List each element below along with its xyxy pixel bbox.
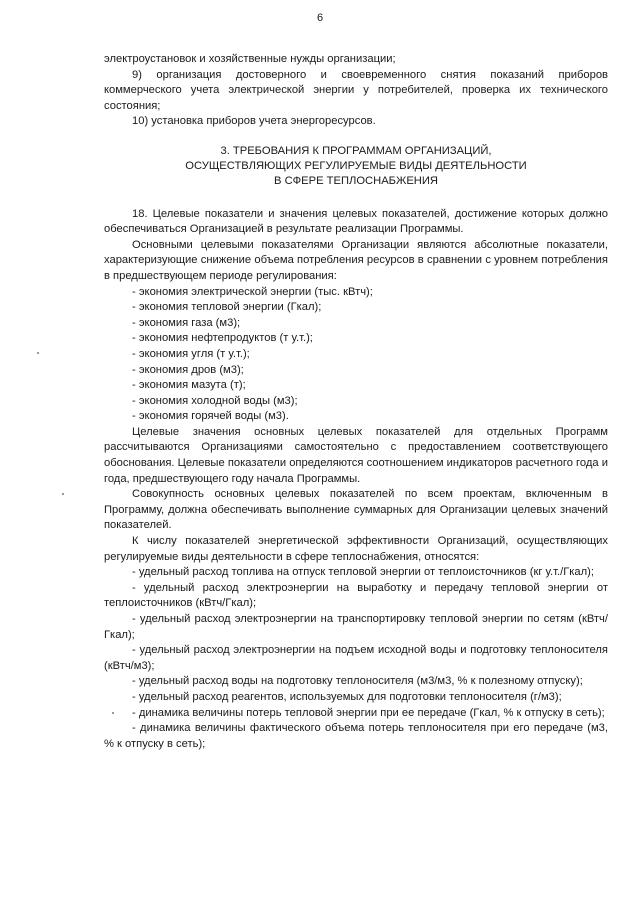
text-line: электроустановок и хозяйственные нужды организации; (104, 53, 396, 65)
scan-mark (62, 493, 64, 495)
paragraph-main-indicators: Основными целевыми показателями Организации являются абсолютные показатели, характеризующие снижение объема потребления ресурсов в сравнении с уровнем потребления в предшествующем периоде регулирования: (104, 238, 608, 282)
list-item: - экономия холодной воды (м3); (132, 394, 298, 407)
list-item-9: 9) организация достоверного и своевременного снятия показаний приборов коммерческого учета электрической энергии у потребителей, проверка их технического состояния; (104, 68, 608, 112)
paragraph-18: 18. Целевые показатели и значения целевых показателей, достижение которых должно обеспечиваться Организацией в результате реализации Программы. (104, 207, 608, 236)
page-number: 6 (316, 12, 324, 24)
list-item: - экономия горячей воды (м3). (132, 410, 289, 423)
list-item: - динамика величины потерь тепловой энергии при ее передаче (Гкал, % к отпуску в сеть); (132, 706, 605, 719)
list-item: - удельный расход электроэнергии на транспортировку тепловой энергии по сетям (кВтч/Гкал); (104, 613, 608, 641)
list-item: - удельный расход топлива на отпуск тепловой энергии от теплоисточников (кг у.т./Гкал); (132, 566, 594, 579)
heading-line: 3. ТРЕБОВАНИЯ К ПРОГРАММАМ ОРГАНИЗАЦИЙ, (220, 144, 492, 157)
indicators-list (104, 565, 608, 752)
list-item: - экономия дров (м3); (132, 363, 244, 376)
heading-line: В СФЕРЕ ТЕПЛОСНАБЖЕНИЯ (274, 175, 438, 188)
list-item: - динамика величины фактического объема потерь теплоносителя при его передаче (м3, % к отпуску в сеть); (104, 722, 608, 750)
list-item: - экономия газа (м3); (132, 316, 241, 329)
list-item: - удельный расход электроэнергии на выработку и передачу тепловой энергии от теплоисточников (кВтч/Гкал); (104, 581, 608, 610)
paragraph-indicators: К числу показателей энергетической эффективности Организаций, осуществляющих регулируемые виды деятельности в сфере теплоснабжения, относятся: (104, 535, 608, 563)
list-item: - удельный расход воды на подготовку теплоносителя (м3/м3, % к полезному отпуску); (132, 675, 583, 688)
paragraph-target-values: Целевые значения основных целевых показателей для отдельных Программ рассчитываются Организациями самостоятельно с предоставлением соответствующего обоснования. Целевые показатели определяются соотношением индикаторов расчетного года и года, предшествующего году начала Программы. (104, 425, 608, 485)
list-item-10: 10) установка приборов учета энергоресурсов. (132, 115, 376, 128)
scan-mark (37, 352, 39, 354)
list-item: - экономия электрической энергии (тыс. кВтч); (132, 285, 373, 298)
document-page (104, 52, 608, 752)
list-item: - экономия мазута (т); (132, 379, 246, 392)
list-item: - удельный расход электроэнергии на подъем исходной воды и подготовку теплоносителя (кВтч/м3); (104, 644, 608, 672)
paragraph-total: Совокупность основных целевых показателей по всем проектам, включенным в Программу, должна обеспечивать выполнение суммарных для Организации целевых значений показателей. (104, 488, 608, 532)
list-item: - удельный расход реагентов, используемых для подготовки теплоносителя (г/м3); (132, 690, 562, 703)
section-heading (104, 144, 608, 190)
heading-line: ОСУЩЕСТВЛЯЮЩИХ РЕГУЛИРУЕМЫЕ ВИДЫ ДЕЯТЕЛЬНОСТИ (185, 160, 527, 173)
list-item: - экономия нефтепродуктов (т у.т.); (132, 332, 313, 345)
list-item: - экономия тепловой энергии (Гкал); (132, 301, 322, 314)
list-item: - экономия угля (т у.т.); (132, 347, 250, 360)
savings-list (104, 285, 608, 425)
